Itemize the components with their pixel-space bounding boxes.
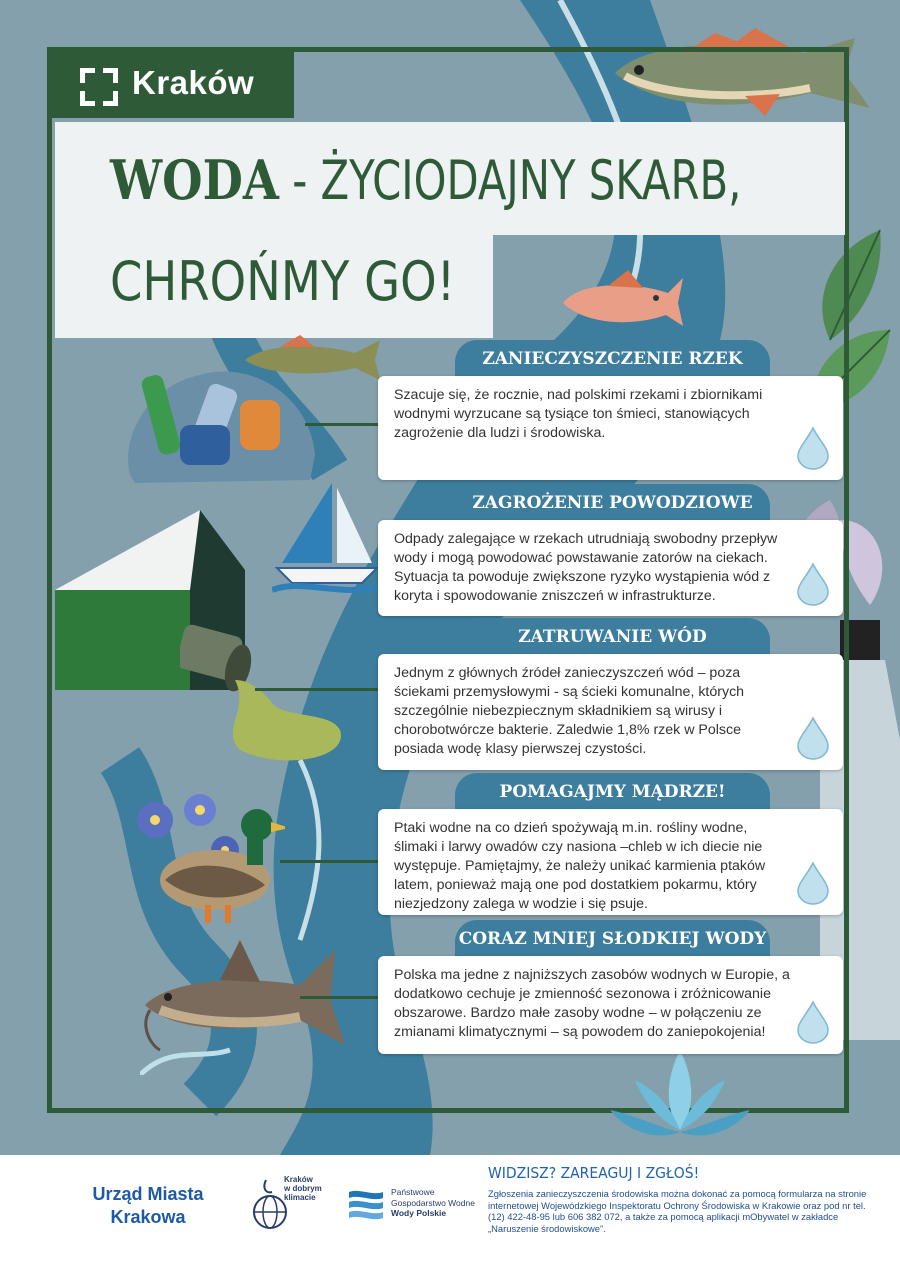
fish-icon — [240, 335, 390, 385]
title-rest: - ŻYCIODAJNY SKARB, — [278, 149, 742, 212]
kdk-line1: Kraków — [284, 1175, 313, 1184]
connector-line — [255, 688, 380, 691]
pgw-line2: Gospodarstwo Wodne — [391, 1197, 475, 1208]
water-drop-icon — [795, 1000, 831, 1044]
report-instructions: Zgłoszenia zanieczyszczenia środowiska można dokonać za pomocą formularza na stronie internetowej Wojewódzkiego Inspektoratu Ochrony Środowiska w Krakowie oraz pod nr tel. (12) 422-48-95 lub 606 382 072, a także za pomocą aplikacji mObywatel w zakładce „Naruszenie środowiskowe”. — [488, 1188, 867, 1234]
urzad-miasta-logo — [78, 1183, 218, 1229]
urzad-line1: Urząd Miasta — [92, 1184, 204, 1204]
section-text-flood — [378, 520, 843, 616]
water-lily-icon — [605, 1040, 755, 1150]
section-heading-pollution: ZANIECZYSZCZENIE RZEK — [455, 340, 770, 376]
krakow-logo-icon — [80, 68, 118, 106]
section-body: Jednym z głównych źródeł zanieczyszczeń wód – poza ściekami przemysłowymi - są ścieki komunalne, których szczególnie niebezpiecznym składnikiem są wirusy i chorobotwórcze bakterie. Zaledwie 1,8% rzek w Polsce posiada wodę klasy pierwszej czystości. — [394, 665, 745, 757]
water-drop-icon — [795, 426, 831, 470]
section-heading-help-wisely: POMAGAJMY MĄDRZE! — [455, 773, 770, 809]
report-call-to-action: WIDZISZ? ZAREAGUJ I ZGŁOŚ! — [488, 1164, 700, 1182]
section-text-poisoning — [378, 654, 843, 770]
section-body: Szacuje się, że rocznie, nad polskimi rzekami i zbiornikami wodnymi wyrzucane są tysiące ton śmieci, stanowiących zagrożenie dla ludzi i środowiska. — [394, 387, 763, 441]
kdk-line2: w dobrym — [284, 1184, 322, 1193]
krakow-brand — [52, 52, 294, 118]
pgw-line1: Państwowe — [391, 1187, 435, 1197]
brand-name: Kraków — [132, 64, 255, 101]
drain-pipe-icon — [180, 620, 360, 770]
fish-icon — [558, 268, 688, 338]
connector-line — [280, 860, 380, 863]
wody-polskie-logo — [391, 1187, 475, 1219]
section-text-less-freshwater — [378, 956, 843, 1054]
page-title-line2: CHROŃMY GO! — [110, 250, 456, 313]
section-heading-poisoning: ZATRUWANIE WÓD — [455, 618, 770, 654]
section-text-pollution — [378, 376, 843, 480]
sailboat-icon — [272, 478, 382, 598]
duck-icon — [145, 800, 285, 930]
title-strong: WODA — [110, 148, 279, 212]
urzad-line2: Krakowa — [110, 1207, 186, 1227]
catfish-icon — [140, 925, 350, 1075]
kdk-line3: klimacie — [284, 1193, 316, 1202]
connector-line — [300, 996, 380, 999]
section-body: Odpady zalegające w rzekach utrudniają swobodny przepływ wody i mogą powodować powstawanie zatorów na ciekach. Sytuacja ta powoduje zwiększone ryzyko wystąpienia wód z koryta i spowodowanie zniszczeń w infrastrukturze. — [394, 531, 778, 604]
connector-line — [305, 423, 380, 426]
pgw-line3: Wody Polskie — [391, 1208, 447, 1218]
section-heading-less-freshwater: CORAZ MNIEJ SŁODKIEJ WODY — [455, 920, 770, 956]
water-drop-icon — [795, 716, 831, 760]
section-body: Ptaki wodne na co dzień spożywają m.in. rośliny wodne, ślimaki i larwy owadów czy nasiona –chleb w ich diecie nie występuje. Pamiętajmy, że należy unikać karmienia ptaków latem, ponieważ mają one pod dostatkiem pokarmu, który niezjedzony zalega w wodzie i się psuje. — [394, 820, 766, 912]
water-drop-icon — [795, 562, 831, 606]
section-body: Polska ma jedne z najniższych zasobów wodnych w Europie, a dodatkowo cechuje je zmienność sezonowa i zróżnicowanie obszarowe. Bardzo małe zasoby wodne – w połączeniu ze zmianami klimatycznymi – są powodem do zaniepokojenia! — [394, 967, 790, 1040]
section-text-help-wisely — [378, 809, 843, 915]
water-drop-icon — [795, 861, 831, 905]
krakow-w-dobrym-klimacie-logo — [284, 1175, 322, 1202]
section-heading-flood: ZAGROŻENIE POWODZIOWE — [455, 484, 770, 520]
page-title — [110, 148, 741, 212]
wody-polskie-logo-icon — [347, 1188, 385, 1222]
